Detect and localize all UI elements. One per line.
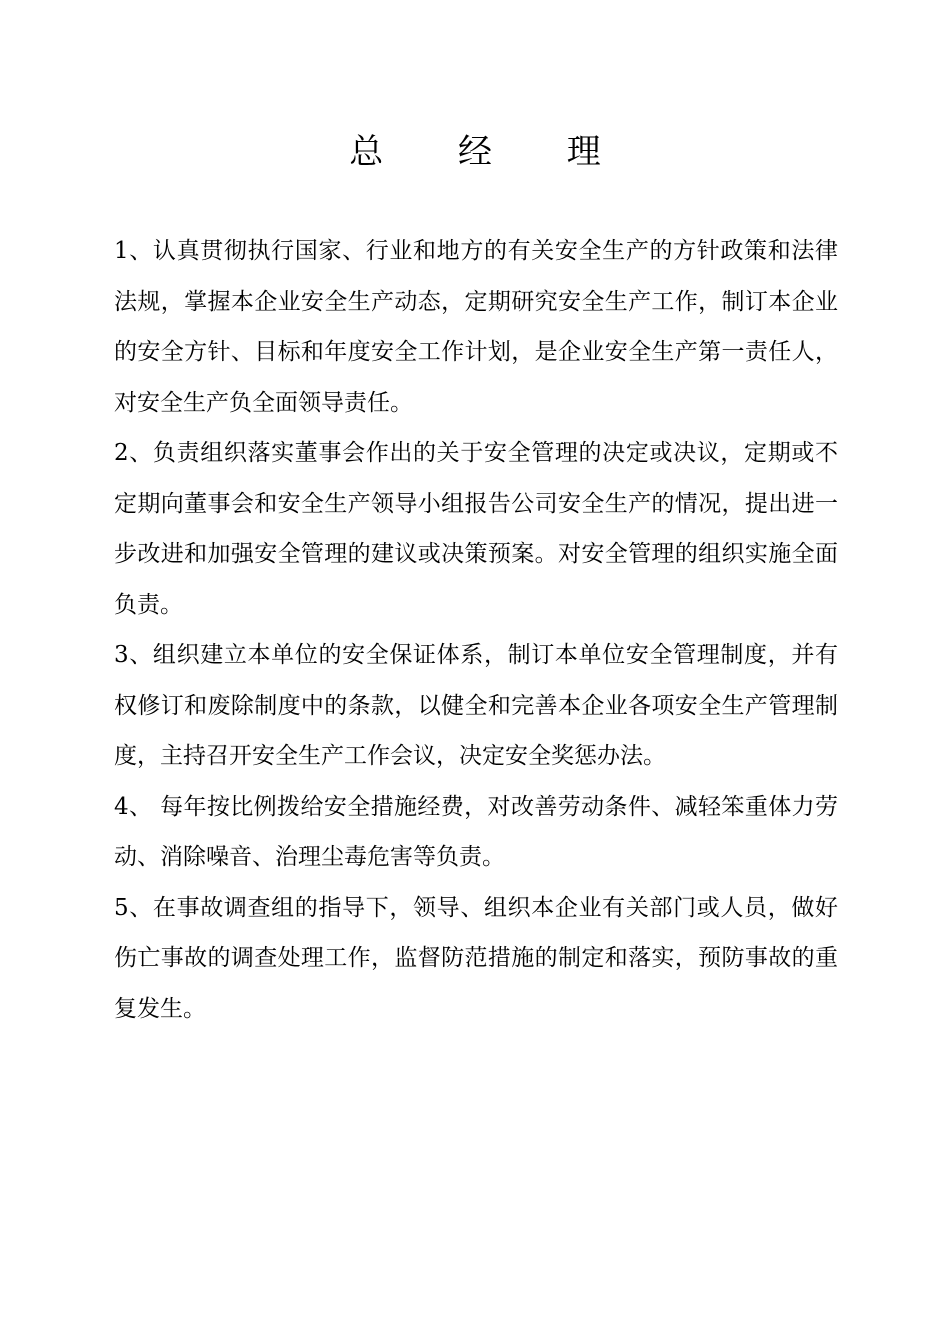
duty-item-1: 1、认真贯彻执行国家、行业和地方的有关安全生产的方针政策和法律法规，掌握本企业安全生产动态，定期研究安全生产工作，制订本企业的安全方针、目标和年度安全工作计划，是企业安全生产第一责任人，对安全生产负全面领导责任。: [114, 238, 838, 416]
duty-item-3: 3、组织建立本单位的安全保证体系，制订本单位安全管理制度，并有权修订和废除制度中的条款，以健全和完善本企业各项安全生产管理制度，主持召开安全生产工作会议，决定安全奖惩办法。: [114, 642, 838, 769]
duty-item-5: 5、在事故调查组的指导下，领导、组织本企业有关部门或人员，做好伤亡事故的调查处理工作，监督防范措施的制定和落实，预防事故的重复发生。: [114, 894, 838, 1022]
duty-item-2: 2、负责组织落实董事会作出的关于安全管理的决定或决议，定期或不定期向董事会和安全生产领导小组报告公司安全生产的情况，提出进一步改进和加强安全管理的建议或决策预案。对安全管理的组织实施全面负责。: [114, 440, 838, 618]
duty-item-4: 4、 每年按比例拨给安全措施经费，对改善劳动条件、减轻笨重体力劳动、消除噪音、治理尘毒危害等负责。: [114, 793, 838, 870]
document-title: 总 经 理: [349, 132, 633, 172]
document-body: [114, 226, 838, 1034]
